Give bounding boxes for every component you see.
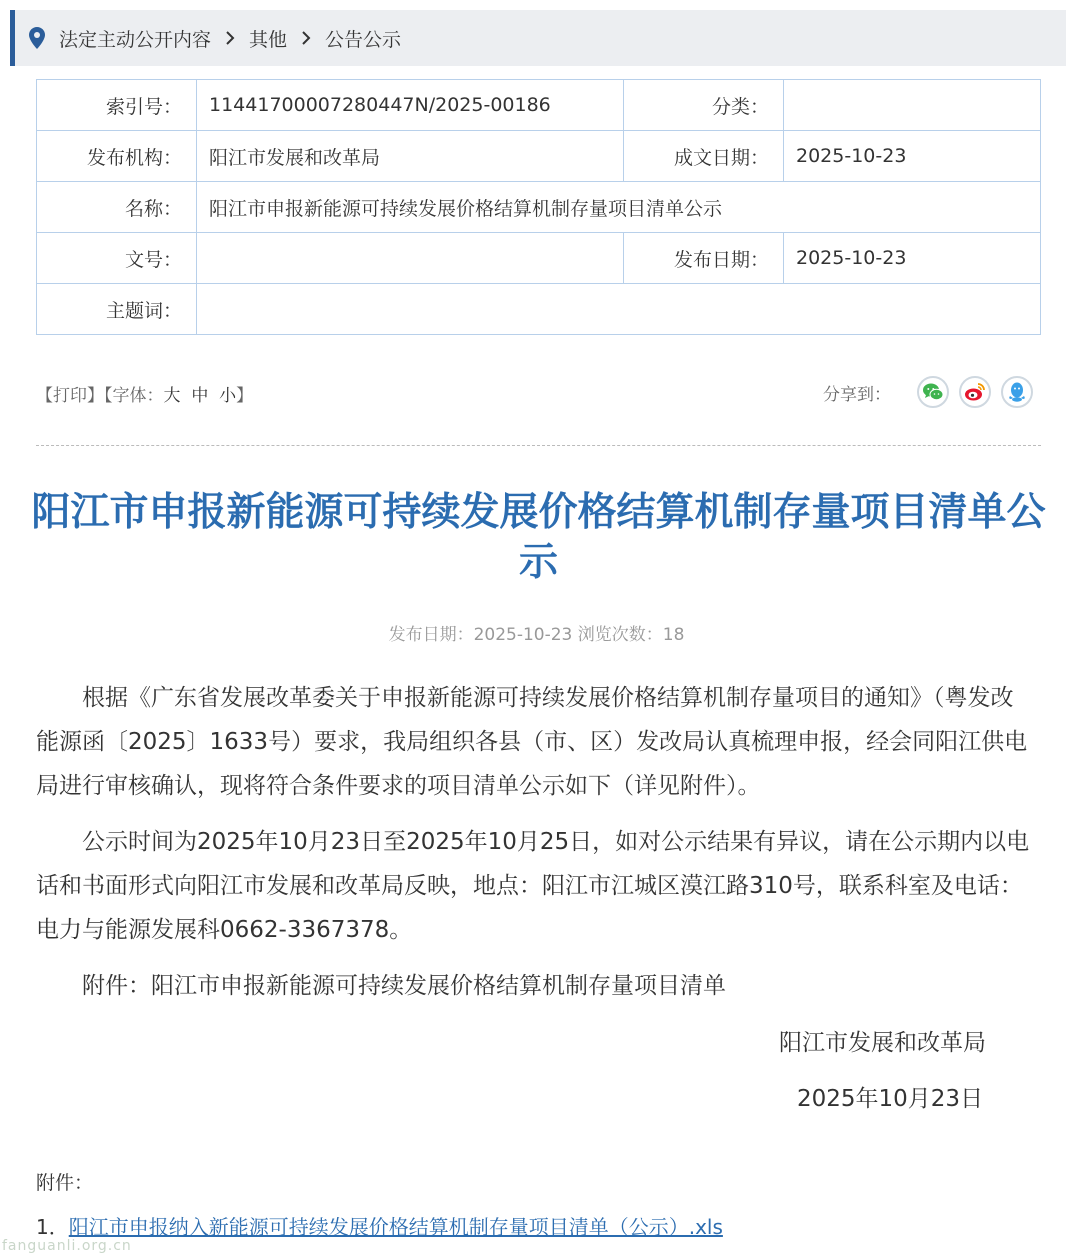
paragraph-3: 附件：阳江市申报新能源可持续发展价格结算机制存量项目清单 [82,973,726,999]
publisher-label: 发布机构： [37,131,197,182]
font-medium-button[interactable]: 中 [191,386,209,406]
article-tools [36,381,253,406]
info-row [37,182,1041,233]
signature-org: 阳江市发展和改革局 [779,1030,986,1056]
info-row [37,284,1041,335]
attachment-index: 1． [36,1215,69,1239]
paragraph-1: 根据《广东省发展改革委关于申报新能源可持续发展价格结算机制存量项目的通知》（粤发改能源函〔2025〕1633号）要求，我局组织各县（市、区）发改局认真梳理申报，经会同阳江供电局进行审核确认，现将符合条件要求的项目清单公示如下（详见附件）。 [36,685,1028,799]
info-row [37,131,1041,182]
font-small-button[interactable]: 小 [219,386,237,406]
article-meta: 发布日期：2025-10-23 浏览次数：18 [388,625,685,645]
breadcrumb-item-other[interactable]: 其他 [249,28,288,51]
name-value: 阳江市申报新能源可持续发展价格结算机制存量项目清单公示 [197,182,1041,233]
paragraph-2: 公示时间为2025年10月23日至2025年10月25日，如对公示结果有异议，请在公示期内以电话和书面形式向阳江市发展和改革局反映，地点：阳江市江城区漠江路310号，联系科室及电话：电力与能源发展科0662-3367378。 [36,829,1030,943]
category-value [784,80,1041,131]
article-title: 阳江市申报新能源可持续发展价格结算机制存量项目清单公示 [31,490,1046,585]
dashed-divider [36,445,1041,446]
index-label: 索引号： [37,80,197,131]
font-size-label-open: 【字体： [104,386,164,406]
attachments-label: 附件： [36,1172,94,1194]
keywords-label: 主题词： [37,284,197,335]
location-pin-icon [29,27,45,49]
chevron-right-icon [301,31,311,45]
qq-icon[interactable] [1001,376,1033,408]
weibo-icon[interactable] [959,376,991,408]
info-row [37,233,1041,284]
article-body [36,676,1036,1020]
created-date-value: 2025-10-23 [784,131,1041,182]
watermark-text: fanguanli.org.cn [2,1238,132,1254]
doc-number-label: 文号： [37,233,197,284]
publish-date-label: 发布日期： [624,233,784,284]
chevron-right-icon [225,31,235,45]
breadcrumb [10,10,1066,66]
doc-number-value [197,233,624,284]
share-label: 分享到： [823,384,891,405]
share-bar [823,376,1033,408]
breadcrumb-item-public-content[interactable]: 法定主动公开内容 [59,28,212,51]
index-value: 11441700007280447N/2025-00186 [197,80,624,131]
font-large-button[interactable]: 大 [163,386,181,406]
category-label: 分类： [624,80,784,131]
created-date-label: 成文日期： [624,131,784,182]
keywords-value [197,284,1041,335]
breadcrumb-item-announcements[interactable]: 公告公示 [325,28,402,51]
print-button[interactable]: 【打印】 [36,386,104,406]
font-size-label-close: 】 [236,386,254,406]
info-row [37,80,1041,131]
publisher-value: 阳江市发展和改革局 [197,131,624,182]
attachment-item [36,1211,723,1240]
signature-date: 2025年10月23日 [797,1086,984,1112]
attachment-link[interactable]: 阳江市申报纳入新能源可持续发展价格结算机制存量项目清单（公示）.xls [68,1215,723,1239]
name-label: 名称： [37,182,197,233]
wechat-icon[interactable] [917,376,949,408]
document-info-table [36,79,1041,335]
publish-date-value: 2025-10-23 [784,233,1041,284]
